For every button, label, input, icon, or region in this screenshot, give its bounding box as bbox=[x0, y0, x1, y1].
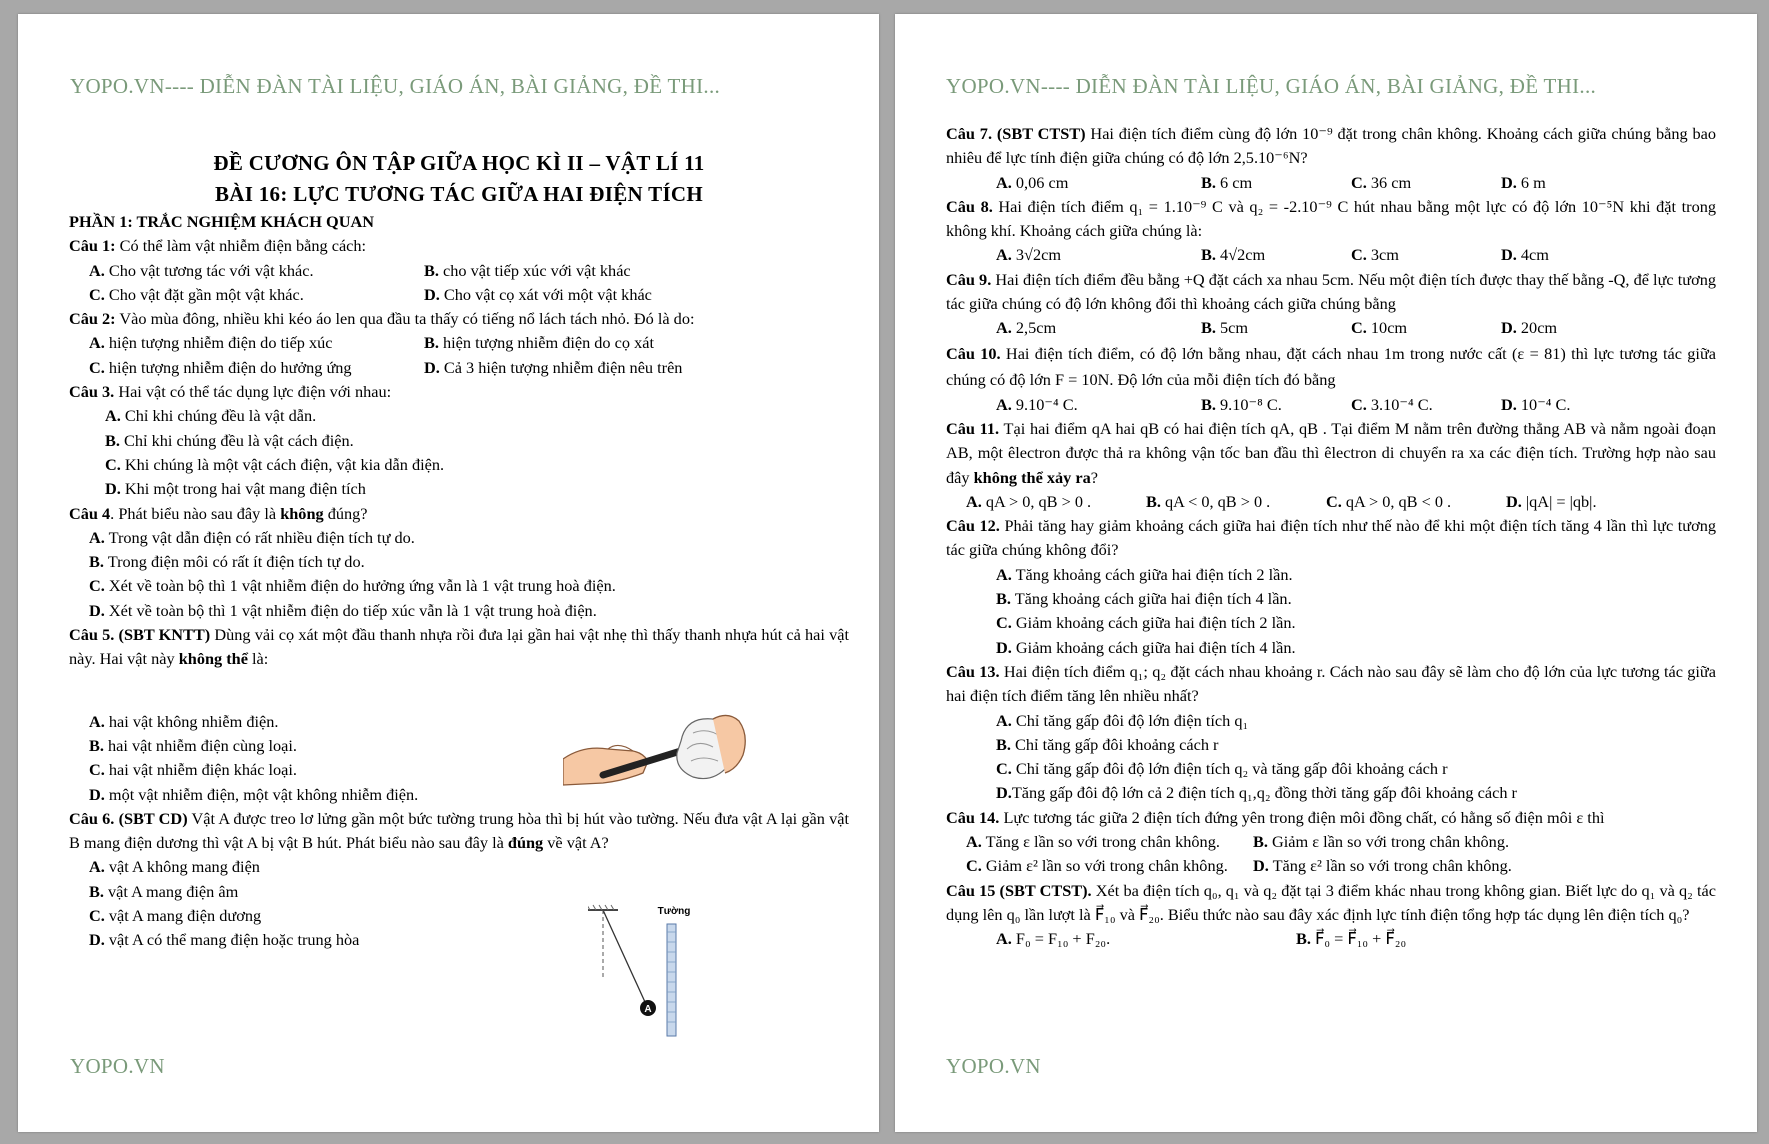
question-number: Câu 3. bbox=[69, 382, 115, 402]
option-d bbox=[424, 356, 844, 380]
option-label: B. bbox=[1201, 172, 1216, 192]
option-label: A. bbox=[966, 491, 982, 511]
options-14 bbox=[946, 830, 1716, 879]
option-c bbox=[105, 453, 849, 477]
option-b bbox=[424, 259, 844, 283]
option-text: 6 cm bbox=[1220, 172, 1253, 192]
question-8 bbox=[946, 195, 1716, 244]
section-heading: PHẦN 1: TRẮC NGHIỆM KHÁCH QUAN bbox=[69, 212, 374, 231]
question-number: Câu 7. (SBT CTST) bbox=[946, 124, 1086, 143]
options-2 bbox=[69, 331, 849, 380]
option-c bbox=[1351, 393, 1501, 417]
option-b bbox=[1296, 927, 1596, 951]
option-label: C. bbox=[89, 906, 105, 926]
option-text: Chỉ khi chúng đều là vật dẫn. bbox=[124, 406, 317, 426]
question-5 bbox=[69, 623, 849, 672]
option-text: 4√2cm bbox=[1220, 245, 1266, 265]
option-text: Giảm ε² lần so với trong chân không. bbox=[985, 856, 1228, 876]
option-text: Cho vật tương tác với vật khác. bbox=[108, 260, 314, 280]
option-text: vật A mang điện dương bbox=[108, 906, 262, 926]
question-10 bbox=[946, 341, 1716, 393]
question-text: Hai vật có thể tác dụng lực điện với nhau: bbox=[114, 382, 392, 402]
option-d bbox=[1501, 171, 1691, 195]
option-label: C. bbox=[89, 760, 105, 780]
option-b bbox=[1253, 830, 1653, 854]
option-a bbox=[966, 490, 1146, 514]
question-emphasis: đúng bbox=[507, 833, 544, 853]
option-d bbox=[996, 781, 1716, 805]
page-header: YOPO.VN---- DIỄN ĐÀN TÀI LIỆU, GIÁO ÁN, BÀI GIẢNG, ĐỀ THI... bbox=[946, 74, 1597, 98]
option-label: C. bbox=[996, 613, 1012, 633]
question-emphasis: không bbox=[280, 503, 324, 523]
question-text: ? bbox=[1090, 467, 1098, 487]
option-c bbox=[1351, 243, 1501, 267]
option-d bbox=[105, 477, 849, 501]
option-d bbox=[89, 928, 849, 952]
options-15 bbox=[946, 927, 1716, 951]
question-3 bbox=[69, 380, 849, 404]
option-label: D. bbox=[1501, 394, 1517, 414]
option-label: B. bbox=[89, 881, 104, 901]
option-text: 4cm bbox=[1520, 245, 1549, 265]
option-text: Xét về toàn bộ thì 1 vật nhiễm điện do tiếp xúc vẫn là 1 vật trung hoà điện. bbox=[108, 600, 597, 620]
option-label: C. bbox=[1351, 394, 1367, 414]
option-text: 3√2cm bbox=[1015, 245, 1062, 265]
options-10 bbox=[946, 393, 1716, 417]
options-3 bbox=[69, 404, 849, 501]
option-text: 36 cm bbox=[1370, 172, 1412, 192]
option-a bbox=[89, 855, 849, 879]
option-text: 0,06 cm bbox=[1015, 172, 1069, 192]
question-number: Câu 8. bbox=[946, 196, 993, 216]
option-text: 10cm bbox=[1370, 318, 1408, 338]
option-label: C. bbox=[996, 759, 1012, 779]
option-label: A. bbox=[89, 711, 105, 731]
option-text: hiện tượng nhiễm điện do tiếp xúc bbox=[108, 333, 333, 353]
option-label: A. bbox=[89, 527, 105, 547]
option-label: A. bbox=[89, 857, 105, 877]
question-14 bbox=[946, 806, 1716, 830]
question-text: Tại hai điểm qA hai qB có hai điện tích qA, qB . Tại điểm M nằm trên đường thẳng AB và nằm ngoài đoạn AB, một êlectron được thả ra không vận tốc ban đầu thì êlectron di chuyển ra xa các điện tích. Trường hợp nào sau đây bbox=[946, 418, 1716, 487]
option-label: A. bbox=[996, 929, 1012, 949]
option-label: D. bbox=[1253, 856, 1269, 876]
wall bbox=[667, 924, 676, 1036]
question-text: Hai điện tích điểm q₁; q₂ đặt cách nhau khoảng r. Cách nào sau đây sẽ làm cho độ lớn của lực tương tác giữa hai điện tích điểm tăng lên nhiều nhất? bbox=[946, 661, 1716, 706]
question-text: về vật A? bbox=[543, 833, 609, 853]
option-c bbox=[1326, 490, 1506, 514]
option-text: F⃗₀ = F⃗₁₀ + F⃗₂₀ bbox=[1315, 929, 1407, 949]
wall-label: Tường bbox=[657, 906, 691, 917]
option-d bbox=[996, 636, 1716, 660]
option-d bbox=[424, 283, 844, 307]
question-7 bbox=[946, 122, 1716, 171]
option-text: Tăng ε² lần so với trong chân không. bbox=[1272, 856, 1512, 876]
option-text: 6 m bbox=[1520, 172, 1546, 192]
doc-subtitle: BÀI 16: LỰC TƯƠNG TÁC GIỮA HAI ĐIỆN TÍCH bbox=[214, 182, 704, 206]
option-label: D. bbox=[1501, 172, 1517, 192]
option-text: hai vật nhiễm điện khác loại. bbox=[108, 760, 297, 780]
options-4 bbox=[69, 526, 849, 623]
option-label: B. bbox=[105, 430, 120, 450]
option-label: B. bbox=[996, 734, 1011, 754]
option-text: Chỉ tăng gấp đôi khoảng cách r bbox=[1015, 734, 1219, 754]
ball-label: A bbox=[644, 1004, 652, 1015]
options-8 bbox=[946, 243, 1716, 267]
question-number: Câu 12. bbox=[946, 516, 1000, 536]
option-a bbox=[105, 404, 849, 428]
question-number: Câu 9. bbox=[946, 269, 992, 289]
option-b bbox=[1201, 171, 1351, 195]
question-text: Vào mùa đông, nhiều khi kéo áo len qua đầu ta thấy có tiếng nổ lách tách nhỏ. Đó là do: bbox=[115, 309, 695, 329]
option-label: D. bbox=[1501, 318, 1517, 338]
option-d bbox=[1501, 393, 1691, 417]
question-emphasis: không thể xảy ra bbox=[973, 467, 1091, 487]
option-b bbox=[89, 550, 849, 574]
page-header: YOPO.VN---- DIỄN ĐÀN TÀI LIỆU, GIÁO ÁN, BÀI GIẢNG, ĐỀ THI... bbox=[70, 74, 721, 98]
question-emphasis: không thể bbox=[178, 649, 248, 669]
option-text: Tăng gấp đôi độ lớn cả 2 điện tích q₁,q₂ đồng thời tăng gấp đôi khoảng cách r bbox=[1011, 783, 1517, 803]
option-b bbox=[105, 429, 849, 453]
option-text: F₀ = F₁₀ + F₂₀. bbox=[1015, 929, 1111, 949]
option-text: qA > 0, qB < 0 . bbox=[1345, 491, 1452, 511]
option-label: C. bbox=[105, 454, 121, 474]
option-b bbox=[996, 587, 1716, 611]
option-text: Khi một trong hai vật mang điện tích bbox=[124, 479, 366, 499]
option-label: C. bbox=[1326, 491, 1342, 511]
option-label: A. bbox=[996, 710, 1012, 730]
doc-title: ĐỀ CƯƠNG ÔN TẬP GIỮA HỌC KÌ II – VẬT LÍ 11 bbox=[213, 151, 705, 175]
option-label: B. bbox=[1296, 929, 1311, 949]
option-c bbox=[1351, 316, 1501, 340]
option-a bbox=[996, 171, 1201, 195]
option-label: C. bbox=[1351, 318, 1367, 338]
option-text: Trong vật dẫn điện có rất nhiều điện tích tự do. bbox=[108, 527, 415, 547]
option-text: 3cm bbox=[1370, 245, 1399, 265]
option-label: D. bbox=[89, 784, 105, 804]
options-6 bbox=[69, 855, 849, 952]
option-label: B. bbox=[1201, 245, 1216, 265]
question-9 bbox=[946, 268, 1716, 317]
option-a bbox=[966, 830, 1253, 854]
option-text: Trong điện môi có rất ít điện tích tự do. bbox=[107, 552, 365, 572]
option-label: A. bbox=[996, 245, 1012, 265]
option-text: 20cm bbox=[1520, 318, 1558, 338]
option-text: Chỉ tăng gấp đôi độ lớn điện tích q₁ bbox=[1015, 710, 1249, 730]
question-text: Hai điện tích điểm q₁ = 1.10⁻⁹ C và q₂ = -2.10⁻⁹ C hút nhau bằng một lực có độ lớn 10⁻⁵N khi đặt trong không khí. Khoảng cách giữa chúng là: bbox=[946, 196, 1716, 241]
question-text: Phải tăng hay giảm khoảng cách giữa hai điện tích như thế nào để khi một điện tích tăng 4 lần thì lực tương tác giữa chúng không đổi? bbox=[946, 516, 1716, 560]
option-text: Tăng khoảng cách giữa hai điện tích 4 lần. bbox=[1014, 589, 1292, 609]
option-label: B. bbox=[996, 589, 1011, 609]
page-left bbox=[18, 14, 879, 1132]
option-b bbox=[1146, 490, 1326, 514]
question-4 bbox=[69, 502, 849, 526]
option-text: Chỉ tăng gấp đôi độ lớn điện tích q₂ và tăng gấp đôi khoảng cách r bbox=[1015, 759, 1448, 779]
options-11 bbox=[946, 490, 1716, 514]
page-right-content bbox=[946, 122, 1716, 952]
option-text: hiện tượng nhiễm điện do hưởng ứng bbox=[108, 357, 352, 377]
option-text: 3.10⁻⁴ C. bbox=[1370, 394, 1433, 414]
option-text: Cả 3 hiện tượng nhiễm điện nêu trên bbox=[443, 357, 683, 377]
option-d bbox=[1501, 243, 1691, 267]
option-text: một vật nhiễm điện, một vật không nhiễm điện. bbox=[108, 784, 419, 804]
option-a bbox=[996, 563, 1716, 587]
option-label: C. bbox=[966, 856, 982, 876]
option-label: B. bbox=[424, 260, 439, 280]
option-label: D. bbox=[105, 479, 121, 499]
option-label: B. bbox=[1201, 394, 1216, 414]
question-text: Hai điện tích điểm cùng độ lớn 10⁻⁹ đặt trong chân không. Khoảng cách giữa chúng bằng bao nhiêu để lực tính điện giữa chúng có độ lớn 2,5.10⁻⁶N? bbox=[946, 124, 1716, 168]
option-label: A. bbox=[89, 333, 105, 353]
option-label: D. bbox=[996, 637, 1012, 657]
question-number: Câu 5. (SBT KNTT) bbox=[69, 625, 211, 645]
option-label: A. bbox=[105, 406, 121, 426]
option-d bbox=[89, 599, 849, 623]
question-number: Câu 13. bbox=[946, 661, 1000, 681]
options-12 bbox=[946, 563, 1716, 660]
question-text: đúng? bbox=[323, 503, 368, 523]
option-b bbox=[424, 331, 844, 355]
option-b bbox=[89, 880, 849, 904]
option-text: Cho vật cọ xát với một vật khác bbox=[443, 284, 652, 304]
question-number: Câu 11. bbox=[946, 418, 1000, 438]
option-label: D. bbox=[424, 284, 440, 304]
question-number: Câu 1: bbox=[69, 236, 116, 256]
rubbing-rod-figure bbox=[563, 711, 753, 806]
option-text: Tăng ε lần so với trong chân không. bbox=[985, 832, 1220, 852]
option-label: D. bbox=[996, 783, 1012, 803]
option-c bbox=[89, 356, 424, 380]
option-text: |qA| = |qb|. bbox=[1525, 491, 1597, 511]
option-label: A. bbox=[966, 832, 982, 852]
option-label: B. bbox=[89, 735, 104, 755]
question-text: Lực tương tác giữa 2 điện tích đứng yên trong điện môi đồng chất, có hằng số điện môi ε thì bbox=[999, 807, 1605, 827]
question-text: Dùng vải cọ xát một đầu thanh nhựa rồi đưa lại gần hai vật nhẹ thì thấy thanh nhựa hút cả hai vật này. Hai vật này bbox=[69, 625, 849, 669]
option-c bbox=[89, 283, 424, 307]
question-1 bbox=[69, 234, 849, 258]
option-label: C. bbox=[1351, 172, 1367, 192]
option-text: Khi chúng là một vật cách điện, vật kia dẫn điện. bbox=[124, 454, 445, 474]
option-label: A. bbox=[996, 564, 1012, 584]
question-13 bbox=[946, 660, 1716, 709]
option-label: C. bbox=[89, 284, 105, 304]
option-b bbox=[1201, 243, 1351, 267]
option-a bbox=[89, 331, 424, 355]
options-13 bbox=[946, 709, 1716, 806]
question-text: Hai điện tích điểm đều bằng +Q đặt cách xa nhau 5cm. Nếu một điện tích được thay thế bằng -Q, để lực tương tác giữa chúng có độ lớn không đổi thì khoảng cách giữa chúng bằng bbox=[946, 269, 1716, 314]
options-9 bbox=[946, 316, 1716, 340]
question-text: Hai điện tích điểm, có độ lớn bằng nhau, đặt cách nhau 1m trong nước cất (ε = 81) thì lực tương tác giữa chúng có độ lớn F = 10N. Độ lớn của mỗi điện tích đó bằng bbox=[946, 343, 1716, 389]
question-number: Câu 2: bbox=[69, 309, 116, 329]
option-text: qA < 0, qB > 0 . bbox=[1165, 491, 1271, 511]
option-text: 9.10⁻⁸ C. bbox=[1220, 394, 1282, 414]
option-label: C. bbox=[1351, 245, 1367, 265]
option-a bbox=[996, 243, 1201, 267]
option-a bbox=[996, 393, 1201, 417]
question-11 bbox=[946, 417, 1716, 490]
option-b bbox=[1201, 316, 1351, 340]
option-d bbox=[1501, 316, 1691, 340]
option-label: C. bbox=[89, 357, 105, 377]
option-label: B. bbox=[1146, 491, 1161, 511]
option-text: Tăng khoảng cách giữa hai điện tích 2 lần. bbox=[1015, 564, 1293, 584]
question-text: Xét ba điện tích q₀, q₁ và q₂ đặt tại 3 điểm khác nhau trong không gian. Biết lực do q₁ và q₂ tác dụng lên q₀ lần lượt là F⃗₁₀ và F⃗₂₀. Biểu thức nào sau đây xác định lực tính điện tổng hợp tác dụng lên điện tích q₀? bbox=[946, 880, 1716, 924]
page-footer: YOPO.VN bbox=[70, 1054, 165, 1078]
option-b bbox=[1201, 393, 1351, 417]
option-label: A. bbox=[996, 172, 1012, 192]
option-text: Xét về toàn bộ thì 1 vật nhiễm điện do hưởng ứng vẫn là 1 vật trung hoà điện. bbox=[108, 576, 616, 596]
option-text: Giảm ε lần so với trong chân không. bbox=[1272, 832, 1510, 852]
option-label: C. bbox=[89, 576, 105, 596]
pendulum-wall-figure bbox=[588, 902, 698, 1037]
page-left-content bbox=[69, 148, 849, 953]
option-a bbox=[996, 927, 1296, 951]
option-text: hai vật nhiễm điện cùng loại. bbox=[108, 735, 298, 755]
option-text: vật A có thể mang điện hoặc trung hòa bbox=[108, 930, 360, 950]
option-label: B. bbox=[1201, 318, 1216, 338]
option-d bbox=[1253, 854, 1653, 878]
option-a bbox=[996, 316, 1201, 340]
option-a bbox=[996, 709, 1716, 733]
option-c bbox=[89, 904, 849, 928]
question-text: . Phát biểu nào sau đây là bbox=[110, 503, 281, 523]
question-number: Câu 10. bbox=[946, 343, 1001, 363]
option-text: vật A mang điện âm bbox=[108, 881, 239, 901]
option-text: hiện tượng nhiễm điện do cọ xát bbox=[443, 333, 654, 353]
question-2 bbox=[69, 307, 849, 331]
option-c bbox=[1351, 171, 1501, 195]
option-text: Giảm khoảng cách giữa hai điện tích 4 lần. bbox=[1015, 637, 1296, 657]
options-1 bbox=[69, 259, 849, 308]
option-b bbox=[996, 733, 1716, 757]
option-label: B. bbox=[424, 333, 439, 353]
option-c bbox=[996, 757, 1716, 781]
option-text: 5cm bbox=[1220, 318, 1249, 338]
option-label: B. bbox=[1253, 832, 1268, 852]
question-12 bbox=[946, 514, 1716, 563]
option-text: 2,5cm bbox=[1015, 318, 1057, 338]
option-label: D. bbox=[1506, 491, 1522, 511]
option-label: B. bbox=[89, 552, 104, 572]
option-label: D. bbox=[1501, 245, 1517, 265]
option-d bbox=[1506, 490, 1686, 514]
option-text: 10⁻⁴ C. bbox=[1520, 394, 1571, 414]
option-text: hai vật không nhiễm điện. bbox=[108, 711, 279, 731]
options-7 bbox=[946, 171, 1716, 195]
option-c bbox=[996, 611, 1716, 635]
option-c bbox=[89, 574, 849, 598]
question-text: Có thể làm vật nhiễm điện bằng cách: bbox=[115, 236, 367, 256]
option-label: A. bbox=[996, 318, 1012, 338]
option-label: A. bbox=[89, 260, 105, 280]
option-text: 9.10⁻⁴ C. bbox=[1015, 394, 1078, 414]
option-text: Cho vật đặt gần một vật khác. bbox=[108, 284, 304, 304]
question-number: Câu 4 bbox=[69, 503, 111, 523]
option-text: Giảm khoảng cách giữa hai điện tích 2 lần. bbox=[1015, 613, 1296, 633]
question-text: Vật A được treo lơ lửng gần một bức tường trung hòa thì bị hút vào tường. Nếu đưa vật A lại gần vật B mang điện dương thì vật A bị vật B hút. Phát biểu nào sau đây là bbox=[69, 808, 849, 853]
option-a bbox=[89, 259, 424, 283]
option-text: cho vật tiếp xúc với vật khác bbox=[443, 260, 631, 280]
question-6 bbox=[69, 807, 849, 856]
option-text: qA > 0, qB > 0 . bbox=[985, 491, 1092, 511]
question-number: Câu 14. bbox=[946, 807, 1000, 827]
pendulum-string bbox=[603, 910, 645, 1002]
option-label: D. bbox=[89, 930, 105, 950]
option-text: vật A không mang điện bbox=[108, 857, 260, 877]
question-number: Câu 15 (SBT CTST). bbox=[946, 880, 1092, 900]
option-c bbox=[966, 854, 1253, 878]
question-text: là: bbox=[247, 649, 269, 669]
option-label: D. bbox=[424, 357, 440, 377]
option-a bbox=[89, 526, 849, 550]
option-label: A. bbox=[996, 394, 1012, 414]
question-number: Câu 6. (SBT CD) bbox=[69, 808, 188, 828]
option-label: D. bbox=[89, 600, 105, 620]
option-text: Chỉ khi chúng đều là vật cách điện. bbox=[124, 430, 354, 450]
page-footer: YOPO.VN bbox=[946, 1054, 1041, 1078]
page-right bbox=[895, 14, 1757, 1132]
question-15 bbox=[946, 879, 1716, 928]
